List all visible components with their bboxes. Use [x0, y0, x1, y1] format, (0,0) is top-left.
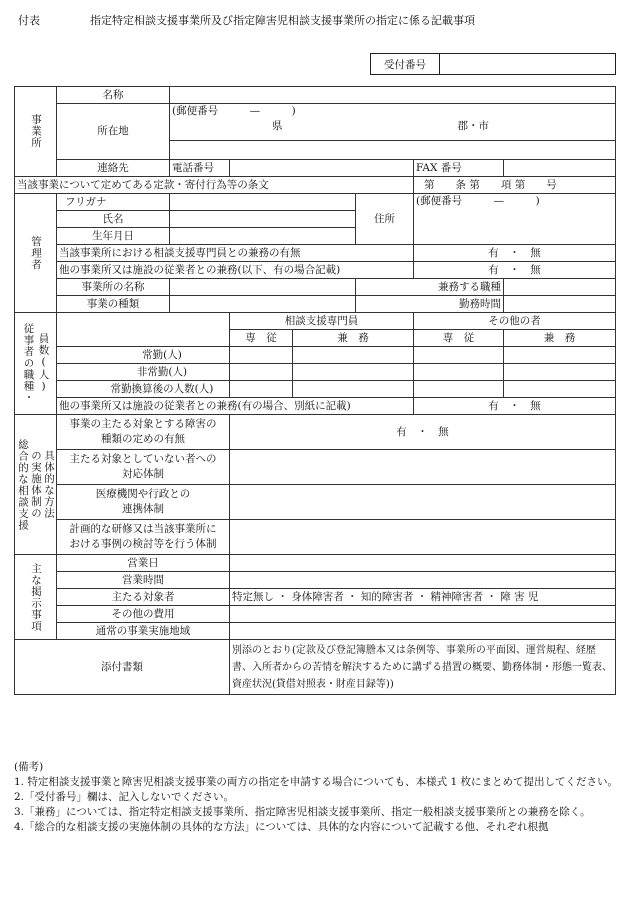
- office-address-label: 所在地: [57, 104, 170, 160]
- fulltime-counselor-dual[interactable]: [293, 347, 414, 364]
- office-address-field[interactable]: [170, 104, 616, 141]
- other-dual-header: 兼 務: [504, 330, 616, 347]
- manager-dual-role-choice[interactable]: 有 ・ 無: [414, 245, 616, 262]
- staff-other-job-choice[interactable]: 有 ・ 無: [414, 398, 616, 415]
- manager-address-field[interactable]: [414, 194, 616, 245]
- other-office-name-label: 事業所の名称: [57, 279, 170, 296]
- fax-label: FAX 番号: [414, 160, 504, 177]
- manager-other-job-question: 他の事業所又は施設の従業者との兼務(以下、有の場合記載): [57, 262, 414, 279]
- service-area-label: 通常の事業実施地域: [57, 623, 230, 640]
- method-nontarget-field[interactable]: [230, 450, 616, 485]
- form-tag: 付表: [18, 14, 40, 27]
- other-fees-label: その他の費用: [57, 606, 230, 623]
- method-training-field[interactable]: [230, 520, 616, 555]
- business-type-field[interactable]: [170, 296, 356, 313]
- main-items-group-label: 主な掲示事項: [15, 555, 57, 640]
- manager-name-field[interactable]: [170, 211, 356, 228]
- contact-label: 連絡先: [57, 160, 170, 177]
- note-4: 4.「総合的な相談支援の実施体制の具体的な方法」については、具体的な内容について記載する他、それぞれ根拠: [14, 821, 549, 833]
- fulltime-count-label: 常勤(人): [57, 347, 230, 364]
- fulltime-other-full[interactable]: [414, 347, 504, 364]
- notes-title: (備考): [14, 761, 44, 773]
- articles-label: 当該事業について定めてある定款・寄付行為等の条文: [15, 177, 414, 194]
- converted-counselor-dual[interactable]: [293, 381, 414, 398]
- parttime-counselor-dual[interactable]: [293, 364, 414, 381]
- notes-section: [14, 760, 619, 835]
- manager-dual-role-question: 当該事業所における相談支援専門員との兼務の有無: [57, 245, 414, 262]
- business-type-label: 事業の種類: [57, 296, 170, 313]
- converted-count-label: 常勤換算後の人数(人): [57, 381, 230, 398]
- method-group-label: 総合的な相談支援 の実施体制の 具体的な方法: [15, 415, 57, 555]
- note-3: 3.「兼務」については、指定特定相談支援事業所、指定障害児相談支援事業所、指定一般相談支援事業所との兼務を除く。: [14, 806, 591, 818]
- office-name-label: 名称: [57, 87, 170, 104]
- business-days-field[interactable]: [230, 555, 616, 572]
- method-target-choice[interactable]: 有 ・ 無: [230, 415, 616, 450]
- converted-other-dual[interactable]: [504, 381, 616, 398]
- manager-address-label: 住所: [356, 194, 414, 245]
- fulltime-other-dual[interactable]: [504, 347, 616, 364]
- method-target-label: 事業の主たる対象とする障害の 種類の定めの有無: [57, 415, 230, 450]
- parttime-counselor-full[interactable]: [230, 364, 293, 381]
- office-group-label: 事業所: [15, 87, 57, 177]
- parttime-other-dual[interactable]: [504, 364, 616, 381]
- fulltime-counselor-full[interactable]: [230, 347, 293, 364]
- other-fulltime-header: 専 従: [414, 330, 504, 347]
- receipt-number-field[interactable]: [440, 54, 615, 74]
- other-fees-field[interactable]: [230, 606, 616, 623]
- parttime-other-full[interactable]: [414, 364, 504, 381]
- main-target-options[interactable]: 特定無し ・ 身体障害者 ・ 知的障害者 ・ 精神障害者 ・ 障 害 児: [230, 589, 616, 606]
- other-staff-header: その他の者: [414, 313, 616, 330]
- form-title: 指定特定相談支援事業所及び指定障害児相談支援事業所の指定に係る記載事項: [90, 14, 475, 27]
- method-training-label: 計画的な研修又は当該事業所に おける事例の検討等を行う体制: [57, 520, 230, 555]
- counselor-header: 相談支援専門員: [230, 313, 414, 330]
- dual-role-job-field[interactable]: [504, 279, 616, 296]
- fax-field[interactable]: [504, 160, 616, 177]
- application-form-table: [14, 86, 616, 695]
- business-hours-field[interactable]: [230, 572, 616, 589]
- method-nontarget-label: 主たる対象としていない者への 対応体制: [57, 450, 230, 485]
- staff-group-label: 従事者の職種・ 員数(人): [15, 313, 57, 415]
- staff-other-job-question: 他の事業所又は施設の従業者との兼務(有の場合、別紙に記載): [57, 398, 414, 415]
- other-office-name-field[interactable]: [170, 279, 356, 296]
- manager-postal-text: (郵便番号 — ): [416, 195, 540, 207]
- birthdate-label: 生年月日: [57, 228, 170, 245]
- attachments-text: 別添のとおり(定款及び登記簿謄本又は条例等、事業所の平面図、運営規程、経歴書、入所者からの苦情を解決するために講ずる措置の概要、勤務体制・形態一覧表、資産状況(貸借対照表・財産目録等)): [230, 640, 616, 695]
- counselor-fulltime-header: 専 従: [230, 330, 293, 347]
- manager-other-job-choice[interactable]: 有 ・ 無: [414, 262, 616, 279]
- manager-group-label: 管理者: [15, 194, 57, 313]
- dual-role-job-label: 兼務する職種: [356, 279, 504, 296]
- staff-header-blank: [57, 313, 230, 347]
- note-1: 1. 特定相談支援事業と障害児相談支援事業の両方の指定を申請する場合についても、本様式 1 枚にまとめて提出してください。: [14, 776, 618, 788]
- method-medical-label: 医療機関や行政との 連携体制: [57, 485, 230, 520]
- phone-label: 電話番号: [170, 160, 230, 177]
- business-days-label: 営業日: [57, 555, 230, 572]
- receipt-number-label: 受付番号: [371, 54, 440, 74]
- working-hours-field[interactable]: [504, 296, 616, 313]
- furigana-label: フリガナ: [57, 194, 170, 211]
- office-name-field[interactable]: [170, 87, 616, 104]
- service-area-field[interactable]: [230, 623, 616, 640]
- furigana-field[interactable]: [170, 194, 356, 211]
- note-2: 2.「受付番号」欄は、記入しないでください。: [14, 791, 235, 803]
- office-postal-text: (郵便番号 — ): [172, 105, 296, 117]
- office-pref-text: 県: [272, 120, 283, 132]
- counselor-dual-header: 兼 務: [293, 330, 414, 347]
- articles-value[interactable]: 第 条 第 項 第 号: [414, 177, 616, 194]
- manager-name-label: 氏名: [57, 211, 170, 228]
- main-target-label: 主たる対象者: [57, 589, 230, 606]
- receipt-number-box: [370, 53, 616, 75]
- method-medical-field[interactable]: [230, 485, 616, 520]
- parttime-count-label: 非常勤(人): [57, 364, 230, 381]
- converted-counselor-full[interactable]: [230, 381, 293, 398]
- business-hours-label: 営業時間: [57, 572, 230, 589]
- office-address-line2[interactable]: [170, 141, 616, 160]
- phone-field[interactable]: [230, 160, 414, 177]
- working-hours-label: 勤務時間: [356, 296, 504, 313]
- attachments-label: 添付書類: [15, 640, 230, 695]
- birthdate-field[interactable]: [170, 228, 356, 245]
- converted-other-full[interactable]: [414, 381, 504, 398]
- office-city-text: 郡・市: [457, 120, 490, 132]
